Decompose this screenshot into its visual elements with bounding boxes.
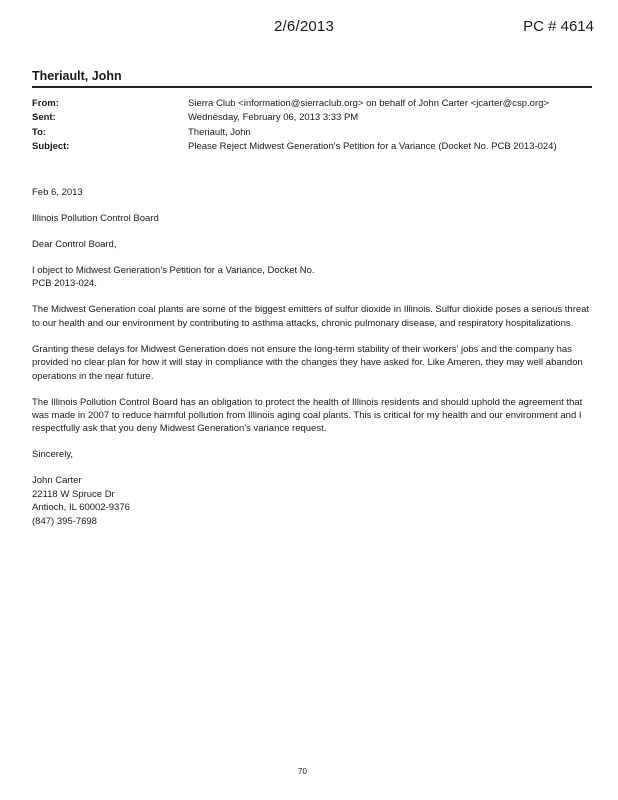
letter-recipient: Illinois Pollution Control Board	[32, 213, 159, 224]
email-header-block	[32, 96, 592, 154]
page-number: 70	[298, 767, 307, 776]
header-sent	[32, 111, 592, 126]
header-label: Subject:	[32, 141, 70, 153]
intro-line: I object to Midwest Generation's Petition for a Variance, Docket No.	[32, 265, 315, 276]
signature-block	[32, 474, 592, 528]
header-value: Theriault, John	[188, 126, 251, 138]
header-label: From:	[32, 97, 59, 109]
letter-closing: Sincerely,	[32, 449, 74, 461]
header-from	[32, 96, 592, 111]
header-subject	[32, 140, 592, 155]
header-label: To:	[32, 126, 47, 138]
header-divider	[32, 86, 592, 88]
letter-date: Feb 6, 2013	[32, 187, 83, 198]
stamp-date: 2/6/2013	[274, 18, 334, 35]
letter-salutation: Dear Control Board,	[32, 239, 117, 250]
signature-phone: (847) 395-7698	[32, 515, 97, 527]
letter-paragraph-3: The Illinois Pollution Control Board has an obligation to protect the health of Illinois residents and should uphold the agreement that was made in 2007 to reduce harmful pollution from Illinois aging coal plants. This is critical for my health and our environment and I respectfully ask that you deny Midwest Generation's variance request.	[32, 396, 583, 435]
signature-street: 22118 W Spruce Dr	[32, 488, 115, 500]
mailbox-owner-name: Theriault, John	[32, 69, 122, 83]
signature-city: Antioch, IL 60002-9376	[32, 502, 130, 514]
header-label: Sent:	[32, 112, 56, 124]
letter-paragraph-2: Granting these delays for Midwest Generation does not ensure the long-term stability of their workers' jobs and the company has provided no clear plan for how it will stay in compliance with the changes they have asked for. Like Ameren, they may well abandon operations in the near future.	[32, 343, 583, 382]
letter-paragraph-1: The Midwest Generation coal plants are some of the biggest emitters of sulfur dioxide in Illinois. Sulfur dioxide poses a serious threat to our health and our environment by contributing to asthma attacks, chronic pulmonary disease, and respiratory hospitalizations.	[32, 304, 590, 329]
pc-number: PC # 4614	[523, 18, 594, 35]
header-value: Sierra Club <information@sierraclub.org> on behalf of John Carter <jcarter@csp.org>	[188, 97, 549, 109]
intro-line: PCB 2013-024.	[32, 278, 97, 290]
letter-intro	[32, 264, 592, 291]
letter-body	[32, 186, 592, 541]
header-value: Wednesday, February 06, 2013 3:33 PM	[188, 112, 359, 124]
header-value: Please Reject Midwest Generation's Petition for a Variance (Docket No. PCB 2013-024)	[188, 141, 557, 153]
signature-name: John Carter	[32, 475, 82, 487]
header-to	[32, 125, 592, 140]
